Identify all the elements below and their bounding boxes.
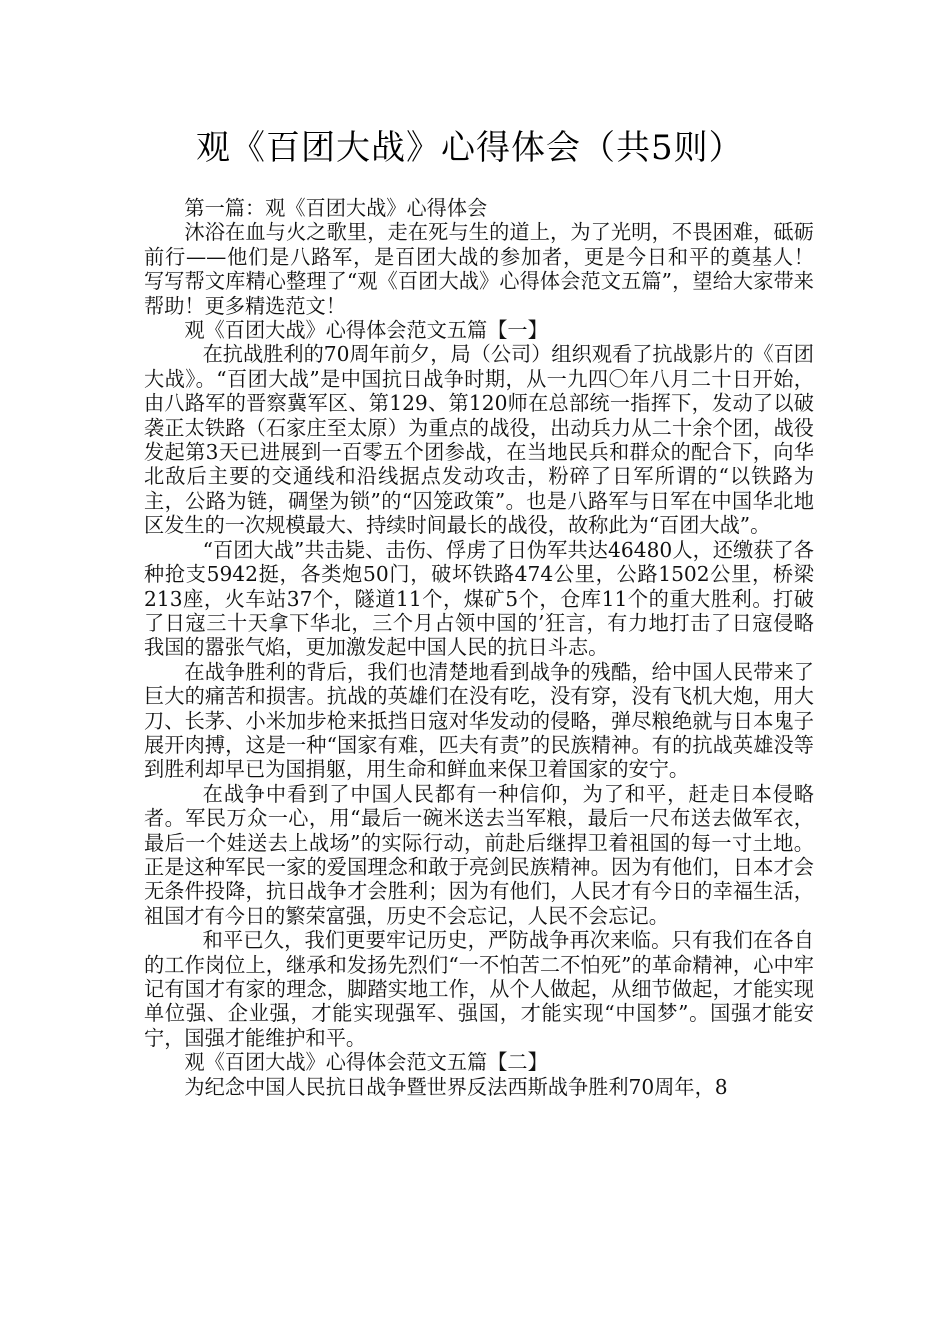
- body-paragraph: 在抗战胜利的70周年前夕，局（公司）组织观看了抗战影片的《百团大战》。“百团大战”是中国抗日战争时期，从一九四〇年八月二十日开始，由八路军的晋察冀军区、第129、第120师在总部统一指挥下，发动了以破袭正太铁路（石家庄至太原）为重点的战役，出动兵力从二十余个团，战役发起第3天已进展到一百零五个团参战，在当地民兵和群众的配合下，向华北敌后主要的交通线和沿线据点发动攻击，粉碎了日军所谓的“以铁路为主，公路为链，碉堡为锁”的“囚笼政策”。也是八路军与日军在中国华北地区发生的一次规模最大、持续时间最长的战役，故称此为“百团大战”。: [144, 342, 814, 538]
- subsection-heading-2: 观《百团大战》心得体会范文五篇【二】: [184, 1050, 548, 1075]
- body-paragraph: 和平已久，我们更要牢记历史，严防战争再次来临。只有我们在各自的工作岗位上，继承和发扬先烈们“一不怕苦二不怕死”的革命精神，心中牢记有国才有家的理念，脚踏实地工作，从个人做起，从细节做起，才能实现单位强、企业强，才能实现强军、强国，才能实现“中国梦”。国强才能安宁，国强才能维护和平。: [144, 928, 814, 1050]
- document-title: 观《百团大战》心得体会（共5则）: [196, 128, 744, 168]
- document-body: [144, 196, 835, 1099]
- body-paragraph: “百团大战”共击毙、击伤、俘虏了日伪军共达46480人，还缴获了各种抢支5942挺，各类炮50门，破坏铁路474公里，公路1502公里，桥梁213座，火车站37个，隧道11个，煤矿5个，仓库11个的重大胜利。打破了日寇三十天拿下华北，三个月占领中国的’狂言，有力地打击了日寇侵略我国的嚣张气焰，更加激发起中国人民的抗日斗志。: [144, 537, 814, 660]
- body-paragraph: 在战争中看到了中国人民都有一种信仰，为了和平，赶走日本侵略者。军民万众一心，用“最后一碗米送去当军粮，最后一尺布送去做军衣，最后一个娃送去上战场”的实际行动，前赴后继捍卫着祖国的每一寸土地。正是这种军民一家的爱国理念和敢于亮剑民族精神。因为有他们，日本才会无条件投降，抗日战争才会胜利；因为有他们，人民才有今日的幸福生活，祖国才有今日的繁荣富强，历史不会忘记，人民不会忘记。: [144, 781, 814, 928]
- body-paragraph: 为纪念中国人民抗日战争暨世界反法西斯战争胜利70周年，8: [184, 1074, 728, 1099]
- intro-paragraph: 沐浴在血与火之歌里，走在死与生的道上，为了光明，不畏困难，砥砺前行——他们是八路军，是百团大战的参加者，更是今日和平的奠基人！ 写写帮文库精心整理了“观《百团大战》心得体会范文五篇”，望给大家带来帮助！更多精选范文！: [144, 220, 835, 318]
- section-heading-1: 第一篇：观《百团大战》心得体会: [184, 196, 488, 220]
- body-paragraph: 在战争胜利的背后，我们也清楚地看到战争的残酷，给中国人民带来了巨大的痛苦和损害。抗战的英雄们在没有吃，没有穿，没有飞机大炮，用大刀、长茅、小米加步枪来抵挡日寇对华发动的侵略，弹尽粮绝就与日本鬼子展开肉搏，这是一种“国家有难，匹夫有责”的民族精神。有的抗战英雄没等到胜利却早已为国捐躯，用生命和鲜血来保卫着国家的安宁。: [144, 659, 814, 782]
- subsection-heading-1: 观《百团大战》心得体会范文五篇【一】: [184, 318, 548, 343]
